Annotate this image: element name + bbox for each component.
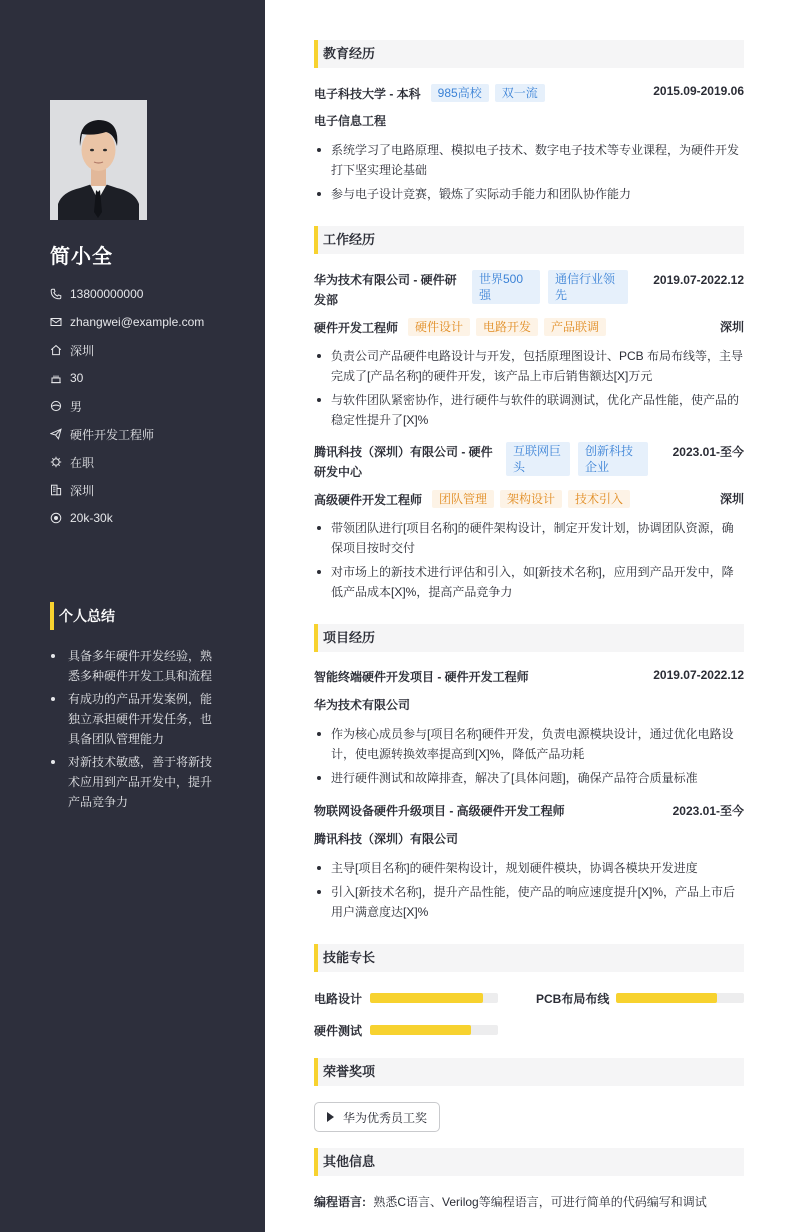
- job-header: [314, 442, 744, 482]
- building-icon: [50, 484, 62, 496]
- info-position-text: 硬件开发工程师: [70, 427, 155, 442]
- project-name: 物联网设备硬件升级项目 - 高级硬件开发工程师: [314, 804, 565, 818]
- education-bullets: [314, 140, 744, 204]
- home-icon: [50, 344, 62, 356]
- skill-bar: [616, 993, 744, 1003]
- status-icon: [50, 456, 62, 468]
- skill-item: [314, 992, 498, 1004]
- company-tag: 创新科技企业: [578, 442, 648, 476]
- info-gender-text: 男: [70, 399, 83, 414]
- info-salary-text: 20k-30k: [70, 511, 113, 525]
- project-bullet: 主导[项目名称]的硬件架构设计，规划硬件模块，协调各模块开发进度: [314, 858, 744, 878]
- role-tag: 架构设计: [500, 490, 562, 508]
- school-name: 电子科技大学 - 本科: [314, 86, 421, 101]
- job-date: 2023.01-至今: [672, 445, 744, 459]
- skill-name: 电路设计: [314, 991, 363, 1006]
- job-bullets: [314, 518, 744, 602]
- job-bullet: 对市场上的新技术进行评估和引入，如[新技术名称]，应用到产品开发中，降低产品成本[X]%，提高产品竞争力: [314, 562, 744, 602]
- skill-item: [536, 992, 744, 1004]
- job-city: 深圳: [719, 320, 744, 334]
- skill-bar-fill: [370, 993, 483, 1003]
- skill-name: PCB布局布线: [536, 991, 610, 1006]
- project-bullet: 作为核心成员参与[项目名称]硬件开发，负责电源模块设计，通过优化电路设计，使电源转换效率提高到[X]%，降低产品功耗: [314, 724, 744, 764]
- info-location: [50, 336, 250, 364]
- summary-title: 个人总结: [50, 602, 115, 630]
- section-skills-title: 技能专长: [314, 944, 744, 972]
- play-icon: [327, 1112, 334, 1122]
- section-other-title: 其他信息: [314, 1148, 744, 1176]
- major: 电子信息工程: [314, 114, 387, 128]
- awards-list: [314, 1102, 744, 1132]
- job-city: 深圳: [719, 492, 744, 506]
- skill-bar: [370, 1025, 498, 1035]
- job-bullets: [314, 346, 744, 430]
- other-text: 熟悉C语言、Verilog等编程语言，可进行简单的代码编写和调试: [373, 1195, 707, 1209]
- info-salary: [50, 504, 250, 532]
- role-tag: 电路开发: [476, 318, 538, 336]
- contact-info-list: [50, 280, 250, 532]
- info-gender: [50, 392, 250, 420]
- email-icon: [50, 316, 62, 328]
- job-role-row: [314, 318, 744, 336]
- company-tag: 世界500强: [472, 270, 540, 304]
- education-date: 2015.09-2019.06: [653, 84, 744, 98]
- job-bullet: 与软件团队紧密协作，进行硬件与软件的联调测试，优化产品性能，使产品的稳定性提升了[X]%: [314, 390, 744, 430]
- summary-item: 有成功的产品开发案例，能独立承担硬件开发任务，也具备团队管理能力: [68, 689, 214, 749]
- section-projects-title: 项目经历: [314, 624, 744, 652]
- info-email: [50, 308, 250, 336]
- info-status-text: 在职: [70, 455, 95, 470]
- summary-item: 对新技术敏感，善于将新技术应用到产品开发中，提升产品竞争力: [68, 752, 214, 812]
- project-date: 2023.01-至今: [672, 804, 744, 818]
- job-company: 华为技术有限公司 - 硬件研发部: [314, 273, 457, 307]
- project-bullets: [314, 724, 744, 788]
- project-org: 华为技术有限公司: [314, 698, 411, 712]
- award-item[interactable]: [314, 1102, 440, 1132]
- project-bullet: 引入[新技术名称]，提升产品性能，使产品的响应速度提升[X]%，产品上市后用户满意度达[X]%: [314, 882, 744, 922]
- award-label: 华为优秀员工奖: [343, 1110, 428, 1125]
- skills-row: [314, 992, 744, 1004]
- skills-row: [314, 1024, 744, 1036]
- skill-item: [314, 1024, 498, 1036]
- summary-item: 具备多年硬件开发经验，熟悉多种硬件开发工具和流程: [68, 646, 214, 686]
- company-tag: 通信行业领先: [548, 270, 628, 304]
- job-role: 硬件开发工程师: [314, 320, 399, 335]
- project-header: [314, 802, 744, 820]
- job-date: 2019.07-2022.12: [653, 273, 744, 287]
- role-tag: 团队管理: [432, 490, 494, 508]
- project-name: 智能终端硬件开发项目 - 硬件开发工程师: [314, 670, 529, 684]
- info-city: [50, 476, 250, 504]
- education-bullet: 系统学习了电路原理、模拟电子技术、数字电子技术等专业课程，为硬件开发打下坚实理论基础: [314, 140, 744, 180]
- summary-list: [68, 646, 214, 815]
- project-header: [314, 668, 744, 686]
- phone-icon: [50, 288, 62, 300]
- info-email-text: zhangwei@example.com: [70, 315, 205, 329]
- info-status: [50, 448, 250, 476]
- project-org: 腾讯科技（深圳）有限公司: [314, 832, 459, 846]
- send-icon: [50, 428, 62, 440]
- role-tag: 硬件设计: [408, 318, 470, 336]
- profile-name: 简小全: [50, 246, 113, 268]
- section-work-title: 工作经历: [314, 226, 744, 254]
- info-position: [50, 420, 250, 448]
- info-location-text: 深圳: [70, 343, 95, 358]
- school-tag: 双一流: [495, 84, 545, 102]
- main-content: [314, 40, 744, 1210]
- profile-photo: [50, 100, 147, 220]
- section-education-title: 教育经历: [314, 40, 744, 68]
- gender-icon: [50, 400, 62, 412]
- skill-bar-fill: [370, 1025, 471, 1035]
- school-tag: 985高校: [431, 84, 489, 102]
- role-tag: 技术引入: [568, 490, 630, 508]
- info-age-text: 30: [70, 371, 84, 385]
- education-bullet: 参与电子设计竞赛，锻炼了实际动手能力和团队协作能力: [314, 184, 744, 204]
- skill-name: 硬件测试: [314, 1023, 363, 1038]
- job-role-row: [314, 490, 744, 508]
- education-header: [314, 84, 744, 102]
- other-label: 编程语言:: [314, 1195, 366, 1209]
- skill-bar: [370, 993, 498, 1003]
- job-bullet: 带领团队进行[项目名称]的硬件架构设计，制定开发计划，协调团队资源，确保项目按时交付: [314, 518, 744, 558]
- project-bullets: [314, 858, 744, 922]
- info-phone-text: 13800000000: [70, 287, 144, 301]
- project-date: 2019.07-2022.12: [653, 668, 744, 682]
- salary-icon: [50, 512, 62, 524]
- company-tag: 互联网巨头: [506, 442, 570, 476]
- job-role: 高级硬件开发工程师: [314, 492, 423, 507]
- section-awards-title: 荣誉奖项: [314, 1058, 744, 1086]
- job-bullet: 负责公司产品硬件电路设计与开发，包括原理图设计、PCB 布局布线等，主导完成了[产品名称]的硬件开发，该产品上市后销售额达[X]万元: [314, 346, 744, 386]
- sidebar: [0, 0, 265, 1232]
- skill-bar-fill: [616, 993, 717, 1003]
- age-icon: [50, 372, 62, 384]
- project-bullet: 进行硬件测试和故障排查，解决了[具体问题]，确保产品符合质量标准: [314, 768, 744, 788]
- info-age: [50, 364, 250, 392]
- info-city-text: 深圳: [70, 483, 95, 498]
- job-header: [314, 270, 744, 310]
- job-company: 腾讯科技（深圳）有限公司 - 硬件研发中心: [314, 445, 493, 479]
- other-info-line: [314, 1194, 744, 1210]
- role-tag: 产品联调: [544, 318, 606, 336]
- info-phone: [50, 280, 250, 308]
